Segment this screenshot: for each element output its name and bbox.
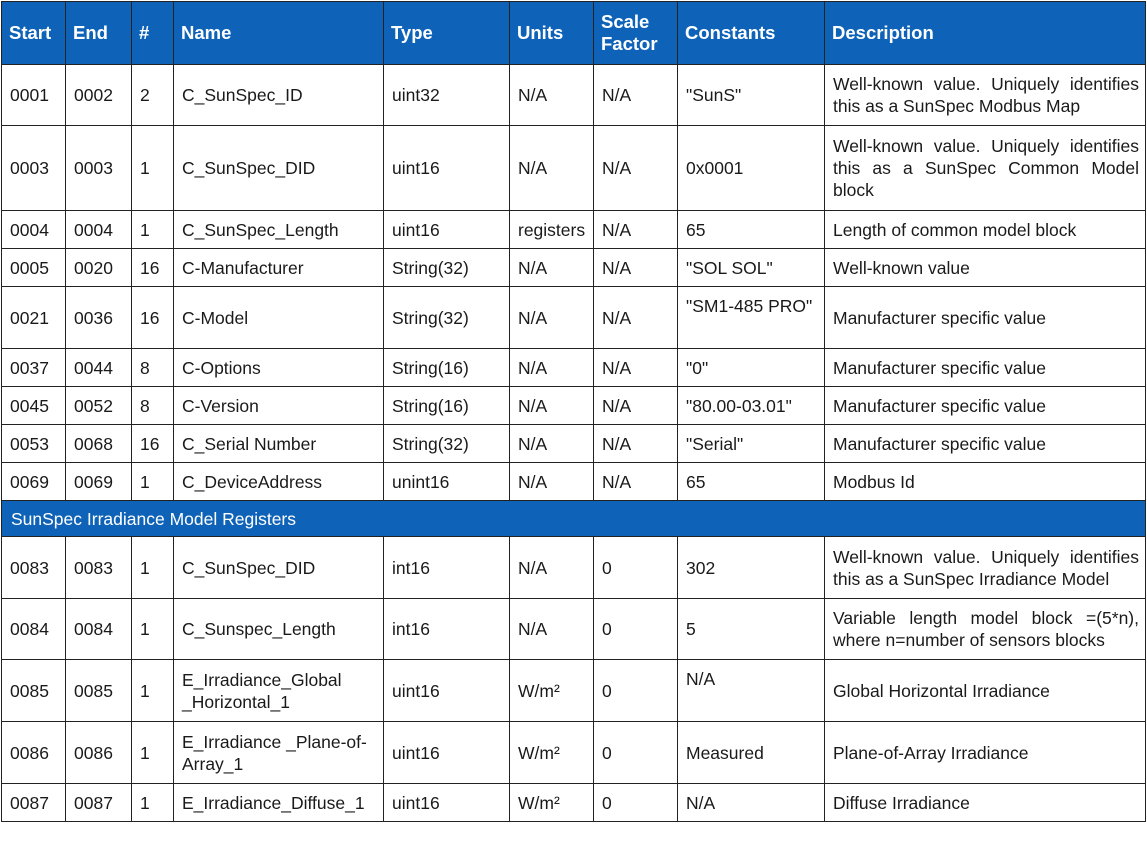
cell-end: 0085 bbox=[66, 660, 132, 722]
cell-count: 1 bbox=[132, 537, 174, 599]
cell-start: 0085 bbox=[2, 660, 66, 722]
cell-start: 0069 bbox=[2, 463, 66, 501]
cell-units: N/A bbox=[510, 599, 594, 660]
header-constants: Constants bbox=[678, 2, 825, 65]
cell-scale: N/A bbox=[594, 65, 678, 126]
cell-scale: 0 bbox=[594, 660, 678, 722]
header-row bbox=[2, 2, 1146, 65]
cell-name: C_SunSpec_Length bbox=[174, 211, 384, 249]
cell-type: String(32) bbox=[384, 425, 510, 463]
cell-name: C_Serial Number bbox=[174, 425, 384, 463]
cell-constants: 302 bbox=[678, 537, 825, 599]
cell-constants: "SunS" bbox=[678, 65, 825, 126]
cell-name: E_Irradiance_Global _Horizontal_1 bbox=[174, 660, 384, 722]
cell-constants: 0x0001 bbox=[678, 126, 825, 211]
cell-scale: 0 bbox=[594, 722, 678, 784]
cell-constants: "Serial" bbox=[678, 425, 825, 463]
cell-description: Manufacturer specific value bbox=[825, 425, 1146, 463]
cell-description: Modbus Id bbox=[825, 463, 1146, 501]
header-count: # bbox=[132, 2, 174, 65]
cell-units: registers bbox=[510, 211, 594, 249]
cell-count: 2 bbox=[132, 65, 174, 126]
cell-description: Well-known value. Uniquely identifies this as a SunSpec Common Model block bbox=[825, 126, 1146, 211]
table-row bbox=[2, 599, 1146, 660]
cell-name: C_SunSpec_ID bbox=[174, 65, 384, 126]
table-row bbox=[2, 349, 1146, 387]
cell-count: 1 bbox=[132, 599, 174, 660]
cell-scale: 0 bbox=[594, 537, 678, 599]
table-row bbox=[2, 425, 1146, 463]
cell-description: Manufacturer specific value bbox=[825, 287, 1146, 349]
cell-name: E_Irradiance_Diffuse_1 bbox=[174, 784, 384, 822]
cell-end: 0086 bbox=[66, 722, 132, 784]
cell-constants: "SOL SOL" bbox=[678, 249, 825, 287]
cell-scale: N/A bbox=[594, 211, 678, 249]
cell-type: String(32) bbox=[384, 287, 510, 349]
cell-constants: N/A bbox=[678, 784, 825, 822]
cell-constants: "0" bbox=[678, 349, 825, 387]
cell-start: 0021 bbox=[2, 287, 66, 349]
cell-description: Manufacturer specific value bbox=[825, 387, 1146, 425]
table-row bbox=[2, 722, 1146, 784]
header-scale-factor: Scale Factor bbox=[594, 2, 678, 65]
cell-type: uint16 bbox=[384, 126, 510, 211]
cell-start: 0003 bbox=[2, 126, 66, 211]
cell-start: 0045 bbox=[2, 387, 66, 425]
cell-type: int16 bbox=[384, 599, 510, 660]
cell-end: 0084 bbox=[66, 599, 132, 660]
cell-scale: N/A bbox=[594, 287, 678, 349]
cell-units: N/A bbox=[510, 425, 594, 463]
cell-count: 1 bbox=[132, 463, 174, 501]
header-end: End bbox=[66, 2, 132, 65]
cell-type: uint16 bbox=[384, 660, 510, 722]
table-row bbox=[2, 287, 1146, 349]
cell-units: N/A bbox=[510, 463, 594, 501]
cell-end: 0036 bbox=[66, 287, 132, 349]
cell-constants: N/A bbox=[678, 660, 825, 722]
cell-start: 0001 bbox=[2, 65, 66, 126]
cell-start: 0086 bbox=[2, 722, 66, 784]
cell-type: uint32 bbox=[384, 65, 510, 126]
cell-description: Manufacturer specific value bbox=[825, 349, 1146, 387]
cell-end: 0068 bbox=[66, 425, 132, 463]
cell-name: C-Manufacturer bbox=[174, 249, 384, 287]
cell-scale: N/A bbox=[594, 349, 678, 387]
header-name: Name bbox=[174, 2, 384, 65]
section-header-row bbox=[2, 501, 1146, 537]
cell-end: 0020 bbox=[66, 249, 132, 287]
cell-name: C_Sunspec_Length bbox=[174, 599, 384, 660]
cell-count: 1 bbox=[132, 660, 174, 722]
cell-start: 0004 bbox=[2, 211, 66, 249]
cell-scale: N/A bbox=[594, 463, 678, 501]
cell-type: String(32) bbox=[384, 249, 510, 287]
cell-units: W/m² bbox=[510, 784, 594, 822]
cell-name: C-Version bbox=[174, 387, 384, 425]
cell-type: int16 bbox=[384, 537, 510, 599]
cell-end: 0087 bbox=[66, 784, 132, 822]
cell-units: N/A bbox=[510, 349, 594, 387]
cell-start: 0037 bbox=[2, 349, 66, 387]
cell-start: 0053 bbox=[2, 425, 66, 463]
cell-type: String(16) bbox=[384, 387, 510, 425]
register-map-table bbox=[1, 1, 1146, 822]
cell-description: Well-known value. Uniquely identifies this as a SunSpec Modbus Map bbox=[825, 65, 1146, 126]
cell-constants: "80.00-03.01" bbox=[678, 387, 825, 425]
cell-count: 16 bbox=[132, 425, 174, 463]
cell-description: Variable length model block =(5*n), where n=number of sensors blocks bbox=[825, 599, 1146, 660]
header-units: Units bbox=[510, 2, 594, 65]
header-start: Start bbox=[2, 2, 66, 65]
cell-description: Well-known value bbox=[825, 249, 1146, 287]
cell-end: 0002 bbox=[66, 65, 132, 126]
cell-constants: "SM1-485 PRO" bbox=[678, 287, 825, 349]
cell-scale: N/A bbox=[594, 249, 678, 287]
cell-description: Global Horizontal Irradiance bbox=[825, 660, 1146, 722]
cell-constants: 5 bbox=[678, 599, 825, 660]
cell-description: Well-known value. Uniquely identifies this as a SunSpec Irradiance Model bbox=[825, 537, 1146, 599]
cell-constants: 65 bbox=[678, 463, 825, 501]
cell-count: 1 bbox=[132, 722, 174, 784]
table-row bbox=[2, 387, 1146, 425]
cell-type: String(16) bbox=[384, 349, 510, 387]
cell-scale: 0 bbox=[594, 599, 678, 660]
cell-start: 0087 bbox=[2, 784, 66, 822]
cell-end: 0083 bbox=[66, 537, 132, 599]
cell-units: N/A bbox=[510, 537, 594, 599]
cell-type: uint16 bbox=[384, 784, 510, 822]
cell-description: Plane-of-Array Irradiance bbox=[825, 722, 1146, 784]
cell-scale: N/A bbox=[594, 126, 678, 211]
table-row bbox=[2, 126, 1146, 211]
cell-end: 0069 bbox=[66, 463, 132, 501]
cell-count: 8 bbox=[132, 349, 174, 387]
cell-units: N/A bbox=[510, 249, 594, 287]
cell-end: 0004 bbox=[66, 211, 132, 249]
cell-type: uint16 bbox=[384, 722, 510, 784]
cell-type: uint16 bbox=[384, 211, 510, 249]
cell-constants: Measured bbox=[678, 722, 825, 784]
cell-constants: 65 bbox=[678, 211, 825, 249]
cell-units: W/m² bbox=[510, 660, 594, 722]
cell-name: C_SunSpec_DID bbox=[174, 537, 384, 599]
cell-scale: 0 bbox=[594, 784, 678, 822]
cell-units: N/A bbox=[510, 65, 594, 126]
cell-end: 0044 bbox=[66, 349, 132, 387]
cell-units: N/A bbox=[510, 287, 594, 349]
cell-start: 0083 bbox=[2, 537, 66, 599]
cell-count: 1 bbox=[132, 211, 174, 249]
table-row bbox=[2, 660, 1146, 722]
cell-units: N/A bbox=[510, 126, 594, 211]
cell-type: unint16 bbox=[384, 463, 510, 501]
cell-description: Diffuse Irradiance bbox=[825, 784, 1146, 822]
cell-count: 8 bbox=[132, 387, 174, 425]
cell-scale: N/A bbox=[594, 387, 678, 425]
cell-count: 16 bbox=[132, 249, 174, 287]
cell-name: E_Irradiance _Plane-of-Array_1 bbox=[174, 722, 384, 784]
cell-start: 0084 bbox=[2, 599, 66, 660]
cell-count: 1 bbox=[132, 784, 174, 822]
table-row bbox=[2, 537, 1146, 599]
cell-scale: N/A bbox=[594, 425, 678, 463]
cell-end: 0052 bbox=[66, 387, 132, 425]
cell-name: C-Model bbox=[174, 287, 384, 349]
header-type: Type bbox=[384, 2, 510, 65]
cell-name: C-Options bbox=[174, 349, 384, 387]
table-row bbox=[2, 784, 1146, 822]
cell-name: C_DeviceAddress bbox=[174, 463, 384, 501]
table-row bbox=[2, 463, 1146, 501]
section-title: SunSpec Irradiance Model Registers bbox=[2, 501, 1146, 537]
cell-count: 16 bbox=[132, 287, 174, 349]
cell-units: N/A bbox=[510, 387, 594, 425]
cell-name: C_SunSpec_DID bbox=[174, 126, 384, 211]
cell-end: 0003 bbox=[66, 126, 132, 211]
cell-description: Length of common model block bbox=[825, 211, 1146, 249]
table-row bbox=[2, 65, 1146, 126]
header-description: Description bbox=[825, 2, 1146, 65]
cell-count: 1 bbox=[132, 126, 174, 211]
table-row bbox=[2, 211, 1146, 249]
table-row bbox=[2, 249, 1146, 287]
cell-start: 0005 bbox=[2, 249, 66, 287]
cell-units: W/m² bbox=[510, 722, 594, 784]
